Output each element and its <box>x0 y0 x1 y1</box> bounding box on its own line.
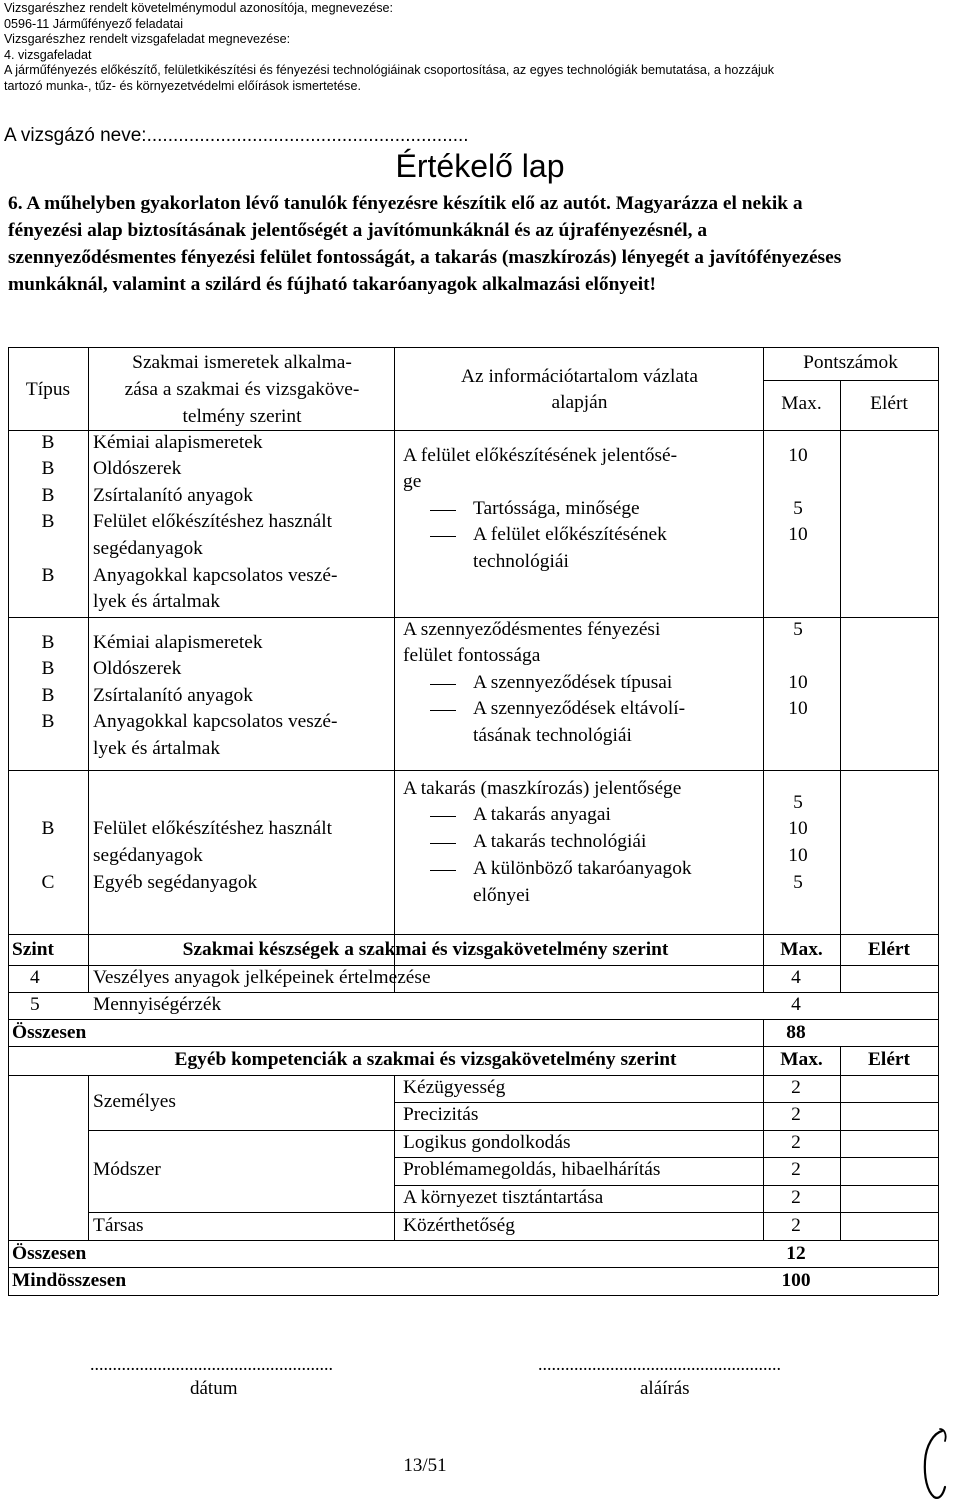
info-title: ge <box>403 471 422 492</box>
competencies-total-label: Összesen <box>12 1243 87 1264</box>
table-border <box>8 1295 938 1296</box>
competency-max: 2 <box>791 1104 801 1125</box>
skill-item: Felület előkészítéshez használt <box>93 511 333 532</box>
skills-header-max: Max. <box>780 939 823 960</box>
skills-header-elert: Elért <box>868 939 910 960</box>
signature-label: aláírás <box>640 1378 690 1399</box>
skill-item: Zsírtalanító anyagok <box>93 685 253 706</box>
skill-level: 5 <box>30 994 40 1015</box>
skill-item: Anyagokkal kapcsolatos veszé- <box>93 711 338 732</box>
competency-max: 2 <box>791 1215 801 1236</box>
type-cell: B <box>41 685 55 706</box>
header-line: Vizsgarészhez rendelt vizsgafeladat megnevezése: <box>4 32 291 46</box>
date-label: dátum <box>190 1378 238 1399</box>
competencies-header-title: Egyéb kompetenciák a szakmai és vizsgakövetelmény szerint <box>174 1049 677 1070</box>
grand-total-value: 100 <box>781 1270 811 1291</box>
header-info: alapján <box>551 392 608 413</box>
header-line: 4. vizsgafeladat <box>4 47 92 62</box>
type-cell: B <box>41 632 55 653</box>
skill-item: lyek és ártalmak <box>93 738 221 759</box>
info-sub: Tartóssága, minősége <box>473 498 640 519</box>
dash-bullet <box>430 843 456 844</box>
skill-item: Felület előkészítéshez használt <box>93 818 333 839</box>
table-border <box>763 1019 764 1046</box>
table-border <box>763 1046 764 1240</box>
max-points: 10 <box>788 672 808 693</box>
header-line: Vizsgarészhez rendelt követelménymodul azonosítója, megnevezése: <box>4 1 393 15</box>
type-cell: B <box>41 565 55 586</box>
table-border <box>394 1075 395 1240</box>
competency-max: 2 <box>791 1132 801 1153</box>
info-sub: előnyei <box>473 885 531 906</box>
skill-item: Zsírtalanító anyagok <box>93 485 253 506</box>
dash-bullet <box>430 870 456 871</box>
max-points: 10 <box>788 524 808 545</box>
header-szakmai: zása a szakmai és vizsgaköve- <box>124 379 360 400</box>
type-cell: B <box>41 658 55 679</box>
competency-name: Kézügyesség <box>403 1077 506 1098</box>
max-points: 5 <box>793 498 803 519</box>
skill-max: 4 <box>791 994 801 1015</box>
date-line: ...................................................... <box>90 1354 333 1374</box>
info-title: felület fontossága <box>403 645 541 666</box>
header-max: Max. <box>781 393 822 414</box>
header-pontszamok: Pontszámok <box>803 352 898 373</box>
competency-name: Precizitás <box>403 1104 479 1125</box>
competency-name: Közérthetőség <box>403 1215 515 1236</box>
header-line: 0596-11 Járműfényező feladatai <box>4 16 183 31</box>
type-cell: B <box>41 432 55 453</box>
header-szakmai: telmény szerint <box>182 406 302 427</box>
table-border <box>88 347 89 992</box>
page-number: 13/51 <box>403 1455 447 1476</box>
max-points: 10 <box>788 818 808 839</box>
info-sub: A különböző takaróanyagok <box>473 858 692 879</box>
header-line: tartozó munka-, tűz- és környezetvédelmi előírások ismertetése. <box>4 78 361 93</box>
table-border <box>8 934 938 935</box>
info-sub: A felület előkészítésének <box>473 524 667 545</box>
skill-item: Kémiai alapismeretek <box>93 632 263 653</box>
table-border <box>763 347 764 992</box>
table-border <box>840 1046 841 1240</box>
info-sub: A takarás technológiái <box>473 831 647 852</box>
type-cell: C <box>41 872 55 893</box>
skill-max: 4 <box>791 967 801 988</box>
candidate-name-label: A vizsgázó neve:............................................................. <box>4 125 469 146</box>
skill-name: Mennyiségérzék <box>93 994 222 1015</box>
info-sub: A takarás anyagai <box>473 804 611 825</box>
info-title: A felület előkészítésének jelentősé- <box>403 445 678 466</box>
table-border <box>840 380 841 992</box>
skill-item: Anyagokkal kapcsolatos veszé- <box>93 565 338 586</box>
dash-bullet <box>430 684 456 685</box>
dash-bullet <box>430 710 456 711</box>
type-cell: B <box>41 511 55 532</box>
skill-item: lyek és ártalmak <box>93 591 221 612</box>
handwritten-initial-icon <box>912 1425 956 1501</box>
max-points: 5 <box>793 872 803 893</box>
header-elert: Elért <box>870 393 908 414</box>
task-description: 6. A műhelyben gyakorlaton lévő tanulók fényezésre készítik elő az autót. Magyarázza el nekik a fényezési alap biztosításának jelentőségét a javítómunkáknál és az újrafényezésnél, a szennyeződésmentes fényezési felület fontosságát, a takarás (maszkírozás) lényegét a javítófényezéses munkáknál, valamint a szilárd és fújható takaróanyagok alkalmazási előnyeit! <box>8 193 842 295</box>
competencies-header-elert: Elért <box>868 1049 910 1070</box>
info-title: A takarás (maszkírozás) jelentősége <box>403 778 682 799</box>
type-cell: B <box>41 458 55 479</box>
competency-name: A környezet tisztántartása <box>403 1187 604 1208</box>
max-points: 5 <box>793 792 803 813</box>
type-cell: B <box>41 485 55 506</box>
competency-name: Problémamegoldás, hibaelhárítás <box>403 1159 661 1180</box>
table-border <box>8 347 938 348</box>
skills-header-szint: Szint <box>12 939 55 960</box>
max-points: 10 <box>788 698 808 719</box>
skill-item: segédanyagok <box>93 845 203 866</box>
info-title: A szennyeződésmentes fényezési <box>403 619 661 640</box>
header-szakmai: Szakmai ismeretek alkalma- <box>132 352 352 373</box>
competency-group: Társas <box>93 1215 144 1236</box>
info-sub: A szennyeződések eltávolí- <box>473 698 686 719</box>
skill-name: Veszélyes anyagok jelképeinek értelmezése <box>93 967 431 988</box>
skill-item: Egyéb segédanyagok <box>93 872 258 893</box>
competency-name: Logikus gondolkodás <box>403 1132 571 1153</box>
header-line: A járműfényezés előkészítő, felületkikészítési és fényezési technológiáinak csoportosítása, az egyes technológiák bemutatása, a hozzájuk <box>4 63 775 77</box>
type-cell: B <box>41 711 55 732</box>
table-border <box>394 347 395 992</box>
type-cell: B <box>41 818 55 839</box>
document-header <box>4 1 954 94</box>
signature-line: ...................................................... <box>538 1354 781 1374</box>
page-title: Értékelő lap <box>395 148 565 184</box>
skills-total-value: 88 <box>786 1022 806 1043</box>
skill-item: segédanyagok <box>93 538 203 559</box>
max-points: 5 <box>793 619 803 640</box>
dash-bullet <box>430 536 456 537</box>
competency-max: 2 <box>791 1077 801 1098</box>
header-tipus: Típus <box>25 379 71 400</box>
grand-total-label: Mindösszesen <box>12 1270 127 1291</box>
info-sub: technológiái <box>473 551 569 572</box>
skills-total-label: Összesen <box>12 1022 87 1043</box>
skill-item: Kémiai alapismeretek <box>93 432 263 453</box>
max-points: 10 <box>788 445 808 466</box>
info-sub: tásának technológiái <box>473 725 632 746</box>
competency-group: Személyes <box>93 1091 176 1112</box>
table-border <box>938 347 939 1295</box>
dash-bullet <box>430 816 456 817</box>
skill-item: Oldószerek <box>93 458 182 479</box>
max-points: 10 <box>788 845 808 866</box>
competency-max: 2 <box>791 1187 801 1208</box>
info-sub: A szennyeződések típusai <box>473 672 673 693</box>
table-border <box>8 770 938 771</box>
competency-max: 2 <box>791 1159 801 1180</box>
dash-bullet <box>430 510 456 511</box>
competency-group: Módszer <box>93 1159 161 1180</box>
skills-header-title: Szakmai készségek a szakmai és vizsgakövetelmény szerint <box>182 939 669 960</box>
table-border <box>88 1075 89 1240</box>
competencies-total-value: 12 <box>786 1243 806 1264</box>
skill-item: Oldószerek <box>93 658 182 679</box>
competencies-header-max: Max. <box>780 1049 823 1070</box>
header-info: Az információtartalom vázlata <box>461 366 698 387</box>
skill-level: 4 <box>30 967 40 988</box>
table-border <box>763 380 938 381</box>
